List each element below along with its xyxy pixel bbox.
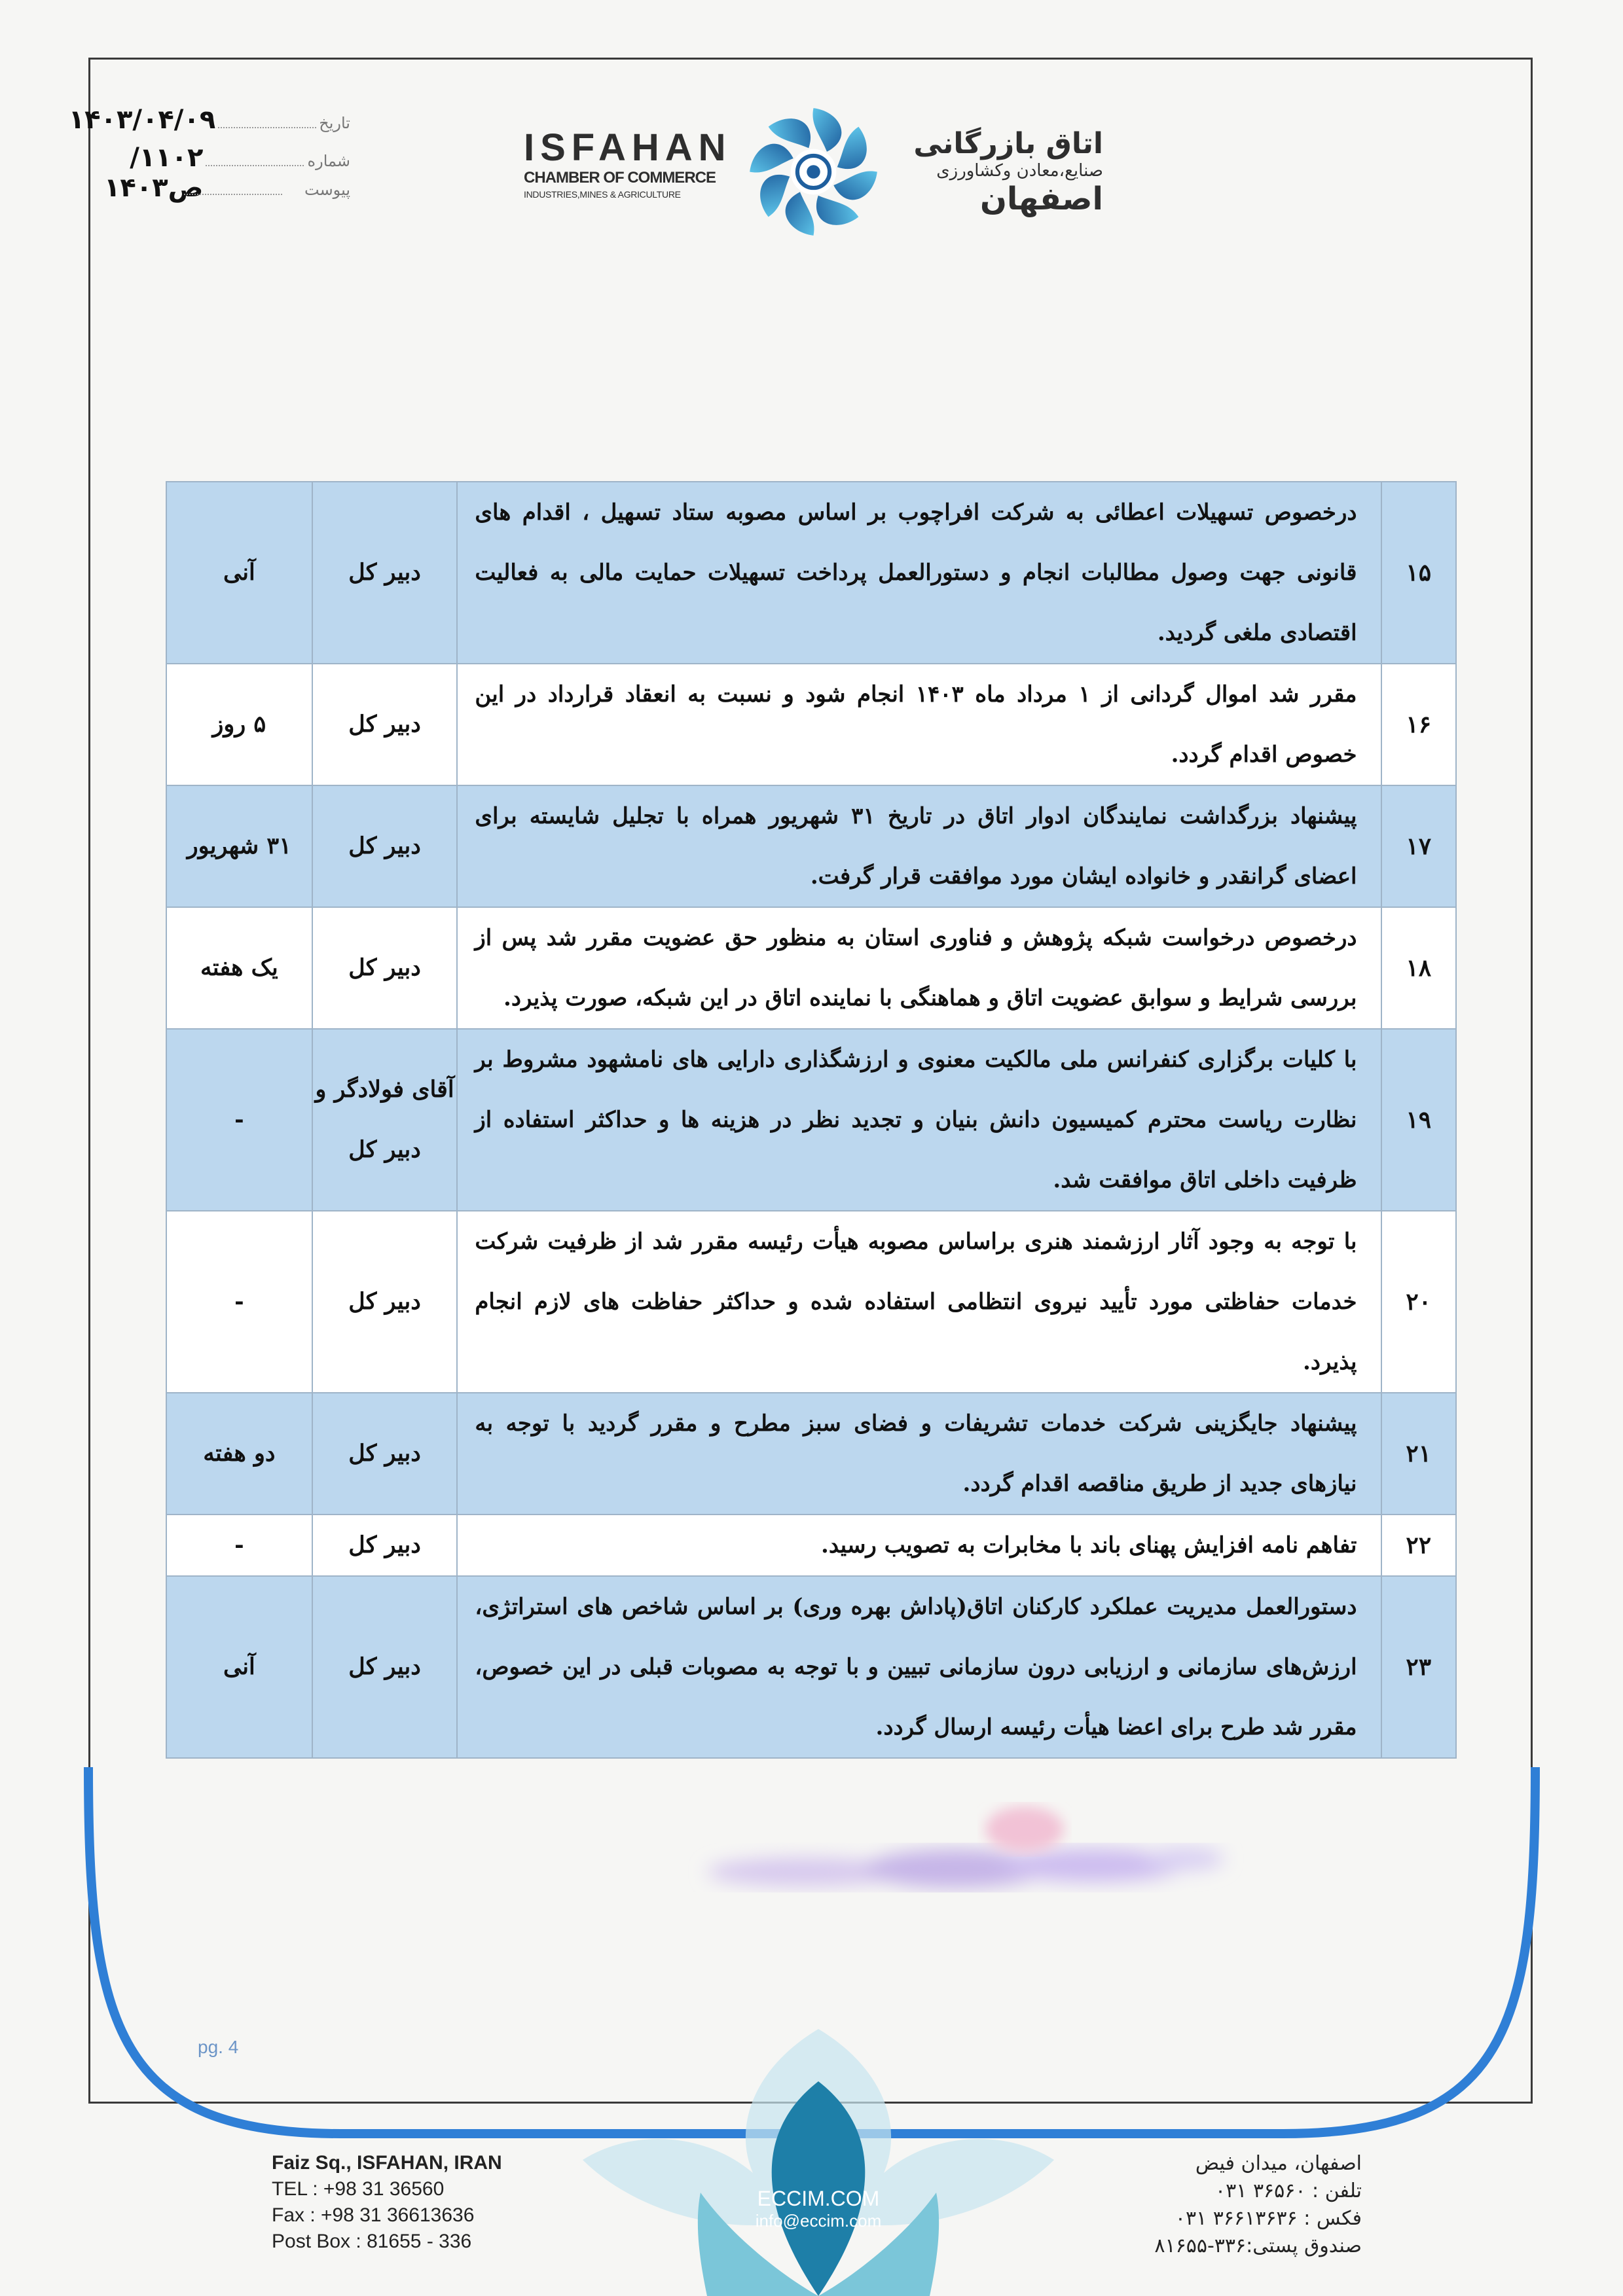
resolution-deadline: - [166, 1029, 312, 1211]
resolution-row [166, 1029, 1456, 1211]
footer-fa-line: تلفن : ۳۶۵۶۰ ۰۳۱ [1215, 2179, 1362, 2202]
logo-persian [887, 128, 1103, 217]
resolution-row [166, 1576, 1456, 1758]
chamber-logo-icon [746, 105, 881, 239]
number-value: ۱۱۰۲/ص۱۴۰۳ [104, 143, 204, 203]
resolution-deadline: آنی [166, 482, 312, 664]
resolution-deadline: یک هفته [166, 907, 312, 1029]
resolution-responsible: دبیر کل [312, 1576, 458, 1758]
resolution-deadline: دو هفته [166, 1393, 312, 1515]
stamp-blur [969, 1793, 1080, 1865]
resolution-text: درخصوص درخواست شبکه پژوهش و فناوری استان به منظور حق عضویت مقرر شد پس از بررسی شرایط و سوابق عضویت اتاق و هماهنگی با نماینده اتاق در این شبکه، صورت پذیرد. [457, 907, 1381, 1029]
resolution-row [166, 907, 1456, 1029]
footer-fa-line: اصفهان، میدان فیض [1195, 2152, 1362, 2175]
resolution-responsible: دبیر کل [312, 785, 458, 907]
footer-logo-graphic [537, 2029, 1100, 2296]
resolution-row [166, 1515, 1456, 1576]
resolution-number: ۲۰ [1381, 1211, 1456, 1393]
date-value: ۱۴۰۳/۰۴/۰۹ [68, 105, 216, 135]
footer-address-en [272, 2150, 502, 2255]
resolution-text: دستورالعمل مدیریت عملکرد کارکنان اتاق(پاداش بهره وری) بر اساس شاخص های استراتژی، ارزش‌های سازمانی و ارزیابی درون سازمانی تبیین و با توجه به مصوبات قبلی در این خصوص، مقرر شد طرح برای اعضا هیأت رئیسه ارسال گردد. [457, 1576, 1381, 1758]
resolution-row [166, 1393, 1456, 1515]
resolution-responsible: دبیر کل [312, 1393, 458, 1515]
logo-industries: INDUSTRIES,MINES & AGRICULTURE [524, 189, 681, 200]
number-label: شماره [307, 152, 350, 170]
resolution-deadline: - [166, 1211, 312, 1393]
resolution-text: پیشنهاد جایگزینی شرکت خدمات تشریفات و فضای سبز مطرح و مقرر گردید با توجه به نیازهای جدید از طریق مناقصه اقدام گردد. [457, 1393, 1381, 1515]
date-label: تاریخ [319, 114, 350, 132]
resolution-row [166, 1211, 1456, 1393]
logo-fa-industries: صنایع،معادن وکشاورزی [936, 161, 1103, 181]
logo-english [524, 128, 740, 201]
footer-en-line: Post Box : 81655 - 336 [272, 2231, 472, 2252]
logo-fa-isfahan: اصفهان [979, 181, 1103, 217]
date-row [68, 105, 350, 143]
resolution-responsible: دبیر کل [312, 664, 458, 785]
footer-en-line: Fax : +98 31 36613636 [272, 2204, 475, 2226]
resolution-number: ۱۷ [1381, 785, 1456, 907]
footer-fa-line: فکس : ۳۶۶۱۳۶۳۶ ۰۳۱ [1175, 2207, 1362, 2230]
resolution-text: تفاهم نامه افزایش پهنای باند با مخابرات به تصویب رسید. [457, 1515, 1381, 1576]
signature-blur [674, 1820, 1244, 1918]
footer-en-line: Faiz Sq., ISFAHAN, IRAN [272, 2152, 502, 2174]
resolution-deadline: - [166, 1515, 312, 1576]
resolution-number: ۲۱ [1381, 1393, 1456, 1515]
resolution-text: با توجه به وجود آثار ارزشمند هنری براساس مصوبه هیأت رئیسه مقرر شد از ظرفیت شرکت خدمات حفاظتی مورد تأیید نیروی انتظامی استفاده شده و حداکثر حفاظت های لازم انجام پذیرد. [457, 1211, 1381, 1393]
resolution-row [166, 482, 1456, 664]
resolution-number: ۱۹ [1381, 1029, 1456, 1211]
resolution-text: با کلیات برگزاری کنفرانس ملی مالکیت معنوی و ارزشگذاری دارایی های نامشهود مشروط بر نظارت ریاست محترم کمیسیون دانش بنیان و تجدید نظر در هزینه ها و حداکثر استفاده از ظرفیت داخلی اتاق موافقت شد. [457, 1029, 1381, 1211]
footer-contact [720, 2186, 917, 2231]
logo-fa-chamber: اتاق بازرگانی [913, 127, 1103, 160]
resolution-responsible: دبیر کل [312, 907, 458, 1029]
resolution-number: ۲۲ [1381, 1515, 1456, 1576]
page-number: pg. 4 [198, 2037, 239, 2057]
footer-en-line: TEL : +98 31 36560 [272, 2178, 445, 2200]
resolution-responsible: آقای فولادگر و دبیر کل [312, 1029, 458, 1211]
resolutions-table [166, 481, 1457, 1759]
resolution-deadline: ۳۱ شهریور [166, 785, 312, 907]
resolution-text: پیشنهاد بزرگداشت نمایندگان ادوار اتاق در تاریخ ۳۱ شهریور همراه با تجلیل شایسته برای اعضای گرانقدر و خانواده ایشان مورد موافقت قرار گرفت. [457, 785, 1381, 907]
footer-fa-line: صندوق پستی:۳۳۶-۸۱۶۵۵ [1154, 2234, 1362, 2257]
resolution-text: مقرر شد اموال گردانی از ۱ مرداد ماه ۱۴۰۳ انجام شود و نسبت به انعقاد قرارداد در این خصوص اقدام گردد. [457, 664, 1381, 785]
letter-meta [68, 105, 350, 219]
resolution-responsible: دبیر کل [312, 482, 458, 664]
resolution-text: درخصوص تسهیلات اعطائی به شرکت افراچوب بر اساس مصوبه ستاد تسهیل ، اقدام های قانونی جهت وصول مطالبات انجام و دستورالعمل پرداخت تسهیلات حمایت مالی به فعالیت اقتصادی ملغی گردید. [457, 482, 1381, 664]
resolution-deadline: ۵ روز [166, 664, 312, 785]
resolution-row [166, 785, 1456, 907]
resolution-responsible: دبیر کل [312, 1211, 458, 1393]
resolution-number: ۱۶ [1381, 664, 1456, 785]
resolution-number: ۱۵ [1381, 482, 1456, 664]
resolution-number: ۱۸ [1381, 907, 1456, 1029]
resolution-responsible: دبیر کل [312, 1515, 458, 1576]
attachment-label: پیوست [304, 181, 350, 199]
logo-chamber: CHAMBER OF COMMERCE [524, 169, 716, 187]
footer-address-fa [1113, 2150, 1362, 2260]
resolution-deadline: آنی [166, 1576, 312, 1758]
resolution-row [166, 664, 1456, 785]
footer-website: ECCIM.COM [757, 2187, 880, 2210]
logo-isfahan: ISFAHAN [524, 126, 732, 169]
footer-email: info@eccim.com [755, 2211, 882, 2231]
resolution-number: ۲۳ [1381, 1576, 1456, 1758]
